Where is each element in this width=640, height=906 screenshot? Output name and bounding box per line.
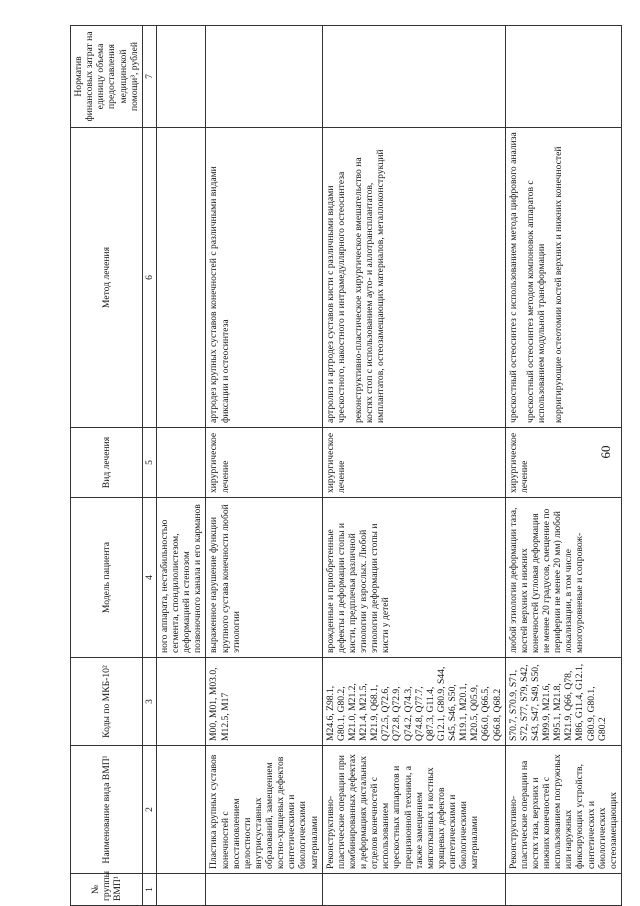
cost-norm-cell	[505, 26, 621, 128]
table-row	[322, 26, 505, 906]
treatment-type-cell: хирургическое лечение	[505, 428, 621, 498]
cost-norm-cell	[206, 26, 322, 128]
treatment-method-item: корригирующие остеотомии костей верхних и нижних конечностей	[553, 146, 564, 423]
header-treatment-method: Метод лечения	[71, 128, 143, 428]
table-cell	[156, 658, 206, 746]
table-cell	[156, 428, 206, 498]
header-icd-codes: Коды по МКБ-10²	[71, 658, 143, 746]
table-cell	[156, 746, 206, 874]
icd-codes-cell: M00, M01, M03.0, M12.5, M17	[206, 658, 322, 746]
table-cell	[156, 874, 206, 906]
column-number: 5	[142, 428, 156, 498]
table-cell	[156, 128, 206, 428]
treatment-method-item: чрескостный остеосинтез с использованием метода цифрового анализа	[507, 132, 519, 423]
cost-norm-cell	[322, 26, 505, 128]
column-number: 3	[142, 658, 156, 746]
treatment-method-item: артролиз и артродез суставов кисти с различными видами чрескостного, накостного и интрамедуллярного остеосинтеза	[324, 171, 347, 423]
vmp-name-cell: Реконструктивно-пластические операции при комбинированных дефектах и деформациях дистальных отделов конечностей с использованием чрескостных аппаратов и прецизионной техники, а также замещением мягкотканных и костных хрящевых дефектов синтетическими и биологическими материалами	[322, 746, 505, 874]
header-cost-norm: Норматив финансовых затрат на единицу объема предоставления медицинской помощи³, рублей	[71, 26, 143, 128]
treatment-method-item: чрескостный остеосинтез методом компоновок аппаратов с использованием модульной трансформации	[524, 180, 547, 423]
header-vmp-name: Наименование вида ВМП¹	[71, 746, 143, 874]
treatment-method-cell	[206, 128, 322, 428]
treatment-method-cell	[322, 128, 505, 428]
column-number-row	[142, 26, 156, 906]
icd-codes-cell: S70.7, S70.9, S71, S72, S77, S79, S42, S43, S47, S49, S50, M99.9, M21.6, M95.1, M21.8, M21.9, Q66, Q78, M86, G11.4, G12.1, G80.9, G80.1, G80.2	[505, 658, 621, 746]
column-number: 7	[142, 26, 156, 128]
rotated-table-container	[70, 26, 619, 906]
treatment-type-cell: хирургическое лечение	[206, 428, 322, 498]
table-cell	[156, 26, 206, 128]
treatment-type-cell: хирургическое лечение	[322, 428, 505, 498]
table-row	[206, 26, 322, 906]
icd-codes-cell: M24.6, Z98.1, G80.1, G80.2, M21.0, M21.2, M21.4, M21.5, M21.9, Q68.1, Q72.5, Q72.6, Q72.8, Q72.9, Q74.2, Q74.3, Q74.8, Q77.7, Q87.3, G11.4, G12.1, G80.9, S44, S45, S46, S50, M19.1, M20.1, M20.5, Q05.9, Q66.0, Q66.5, Q66.8, Q68.2	[322, 658, 505, 746]
header-group-number: № группы ВМП¹	[71, 874, 143, 906]
column-number: 2	[142, 746, 156, 874]
page-number: 60	[598, 445, 613, 459]
vmp-name-cell: Реконструктивно-пластические операции на костях таза, верхних и нижних конечностей с использованием погружных или наружных фиксирующих устройств, синтетических и биологических остеозамещающих	[505, 746, 621, 874]
header-patient-model: Модель пациента	[71, 498, 143, 658]
vmp-name-cell: Пластика крупных суставов конечностей с восстановлением целостности внутрисуставных образований, замещением костно-хрящевых дефектов синтетическими и биологическими материалами	[206, 746, 322, 874]
patient-model-cell: выраженное нарушение функции крупного сустава конечности любой этиологии	[206, 498, 322, 658]
vmp-table	[70, 25, 622, 906]
patient-model-cell: любой этиологии деформации таза, костей верхних и нижних конечностей (угловая деформация не менее 20 градусов, смещение по периферии не менее 20 мм) любой локализации, в том числе многоуровневые и сопровож-	[505, 498, 621, 658]
table-row	[505, 26, 621, 906]
treatment-method-item: реконструктивно-пластическое хирургическое вмешательство на костях стоп с использованием ауто- и аллотрансплантатов, имплантатов, остеозамещающих материалов, металлоконструкций	[352, 149, 387, 423]
column-number: 1	[142, 874, 156, 906]
header-treatment-type: Вид лечения	[71, 428, 143, 498]
column-number: 6	[142, 128, 156, 428]
treatment-method-cell	[505, 128, 621, 428]
patient-model-cell: врожденные и приобретенные дефекты и деформации стопы и кисти, предплечья различной этиологии у взрослых. Любой этиологии деформации стопы и кисти у детей	[322, 498, 505, 658]
column-number: 4	[142, 498, 156, 658]
patient-model-cell: ного аппарата, нестабильностью сегмента, спондилолистезом, деформацией и стенозом позвоночного канала и его карманов	[156, 498, 206, 658]
group-number-cell	[505, 874, 621, 906]
treatment-method-item: артродез крупных суставов конечностей с различными видами фиксации и остеосинтеза	[208, 166, 231, 423]
group-number-cell	[206, 874, 322, 906]
table-header-row	[71, 26, 143, 906]
group-number-cell	[322, 874, 505, 906]
table-row-continuation	[156, 26, 206, 906]
